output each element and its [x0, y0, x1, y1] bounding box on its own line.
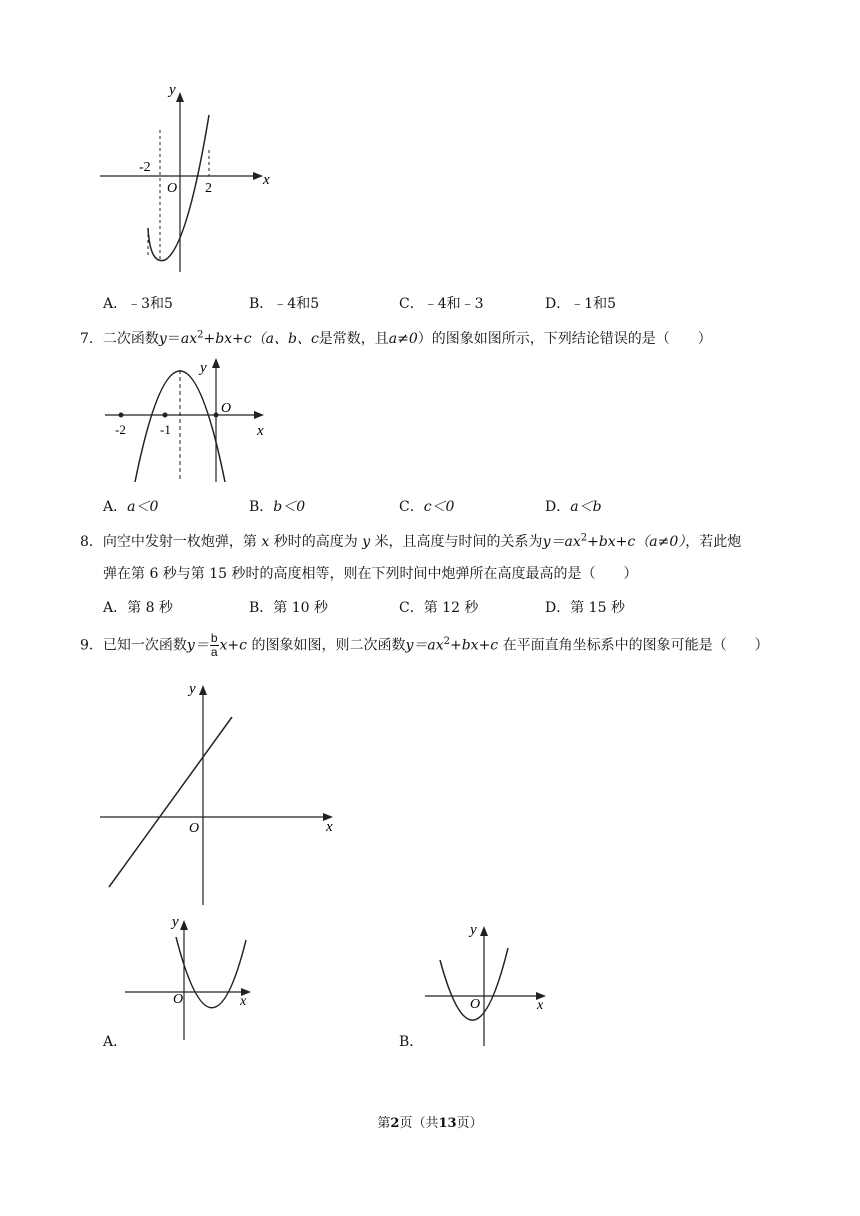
- q8-stem-line1: 8．向空中发射一枚炮弹，第 x 秒时的高度为 y 米，且高度与时间的关系为$y=ax^2+bx+c(a\ne 0)$，若此炮: [80, 532, 742, 550]
- page-footer: 第2页（共13页）: [377, 1116, 483, 1131]
- q7-tick-neg1: -1: [160, 422, 171, 437]
- q6-origin-label: O: [167, 181, 178, 196]
- q9-option-b-graph[interactable]: [420, 918, 560, 1048]
- q7-tick-neg2: -2: [115, 422, 126, 437]
- q7-option-a[interactable]: A．a＜0: [103, 499, 159, 515]
- q7-stem: 7．二次函数$y=ax^2+bx+c(a$、b、c是常数，且a≠0）的图象如图所示，下列结论错误的是（ ）: [80, 329, 712, 347]
- q9-fraction: $\frac{b}{a}$: [210, 631, 218, 660]
- q9-stem: 9．已知一次函数y＝ $\frac{b}{a}$ x+c 的图象如图，则二次函数$y=ax^2+bx+c$ 在平面直角坐标系中的图象可能是（ ）: [80, 631, 769, 660]
- q6-y-label: y: [169, 82, 176, 98]
- q7-graph: [100, 350, 280, 485]
- q9-y-label: y: [189, 681, 196, 697]
- q9-origin-label: O: [189, 821, 200, 836]
- q9-x-label: x: [326, 819, 333, 835]
- q6-tick-2: 2: [205, 181, 212, 196]
- q6-option-d[interactable]: D．﹣1和5: [545, 296, 617, 312]
- q9a-y-label: y: [172, 914, 179, 930]
- q8-option-a[interactable]: A．第 8 秒: [103, 600, 173, 616]
- q9a-x-label: x: [240, 994, 247, 1009]
- q6-tick-neg2: -2: [139, 160, 151, 175]
- q8-option-b[interactable]: B．第 10 秒: [249, 600, 329, 616]
- q9b-y-label: y: [470, 922, 477, 938]
- q7-option-c[interactable]: C．c＜0: [399, 499, 455, 515]
- q9-option-a-graph[interactable]: [120, 912, 260, 1042]
- q6-option-b[interactable]: B．﹣4和5: [249, 296, 320, 312]
- q9b-x-label: x: [537, 998, 544, 1013]
- footer-total-pages: 13: [438, 1116, 457, 1131]
- q8-option-c[interactable]: C．第 12 秒: [399, 600, 479, 616]
- q7-y-label: y: [200, 360, 207, 376]
- q9a-origin-label: O: [173, 992, 184, 1007]
- footer-page-number: 2: [390, 1116, 400, 1131]
- q9-line-graph: [95, 675, 345, 910]
- q7-x-label: x: [257, 423, 264, 439]
- q6-option-c[interactable]: C．﹣4和﹣3: [399, 296, 484, 312]
- q6-option-a[interactable]: A．﹣3和5: [103, 296, 173, 312]
- q9-option-b-label[interactable]: B．: [399, 1034, 424, 1050]
- q6-graph: [95, 80, 285, 280]
- q9-option-a-label[interactable]: A．: [103, 1034, 128, 1050]
- q7-option-d[interactable]: D．a＜b: [545, 499, 602, 515]
- q7-origin-label: O: [221, 401, 232, 416]
- q6-x-label: x: [263, 172, 270, 188]
- q9b-origin-label: O: [470, 997, 481, 1012]
- q8-option-d[interactable]: D．第 15 秒: [545, 600, 625, 616]
- q8-stem-line2: 弹在第 6 秒与第 15 秒时的高度相等，则在下列时间中炮弹所在高度最高的是（ ）: [103, 566, 638, 582]
- q7-option-b[interactable]: B．b＜0: [249, 499, 306, 515]
